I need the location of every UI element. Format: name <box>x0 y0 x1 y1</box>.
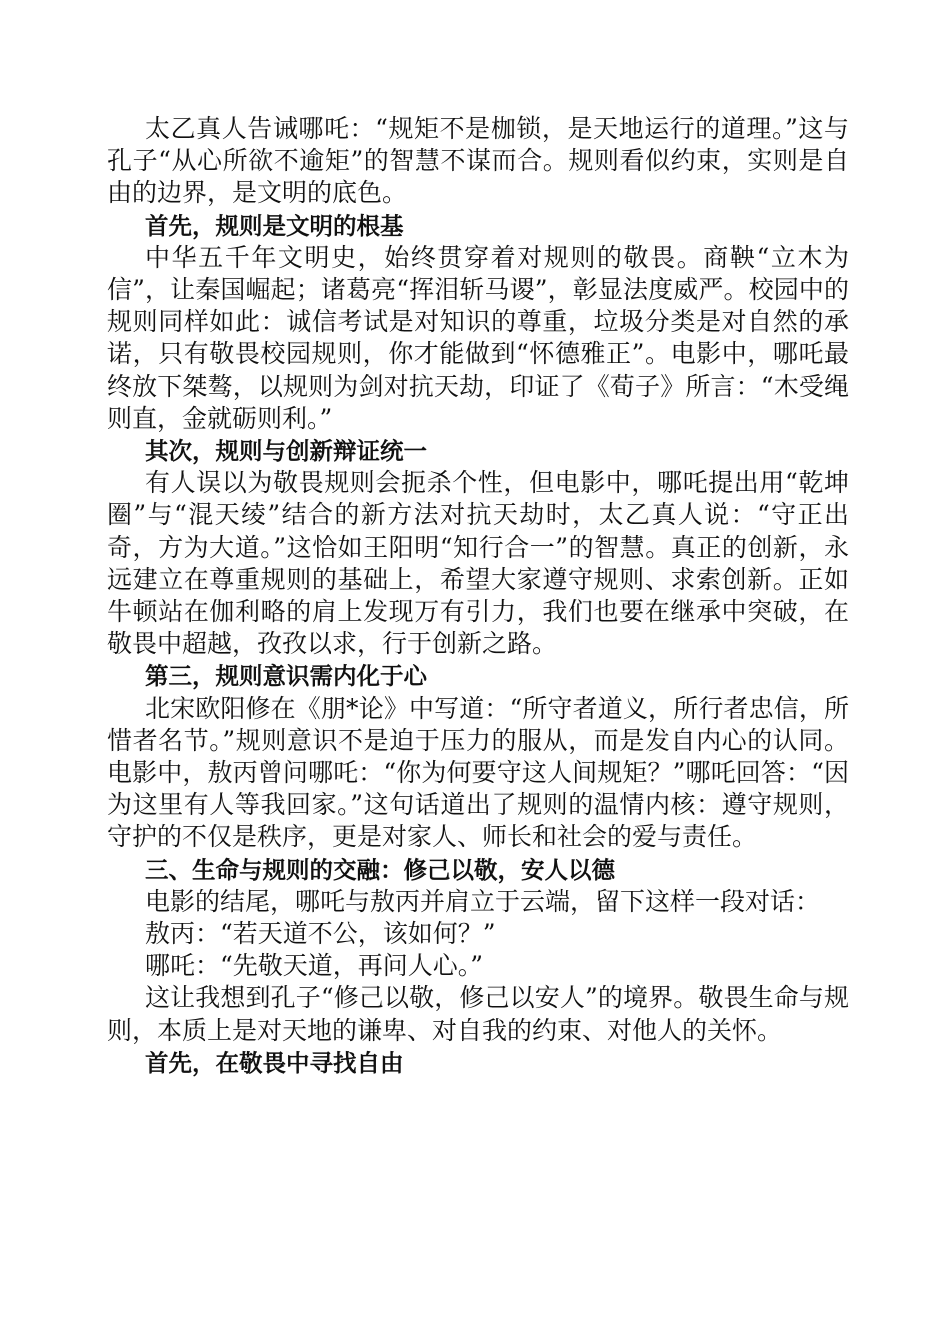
paragraph: 中华五千年文明史，始终贯穿着对规则的敬畏。商鞅“立木为信”，让秦国崛起；诸葛亮“挥泪斩马谡”，彰显法度威严。校园中的规则同样如此：诚信考试是对知识的尊重，垃圾分类是对自然的承诺，只有敬畏校园规则，你才能做到“怀德雅正”。电影中，哪吒最终放下桀骜，以规则为剑对抗天劫，印证了《荀子》所言：“木受绳则直，金就砺则利。” <box>107 242 849 433</box>
paragraph: 有人误以为敬畏规则会扼杀个性，但电影中，哪吒提出用“乾坤圈”与“混天绫”结合的新方法对抗天劫时，太乙真人说：“守正出奇，方为大道。”这恰如王阳明“知行合一”的智慧。真正的创新，永远建立在尊重规则的基础上，希望大家遵守规则、求索创新。正如牛顿站在伽利略的肩上发现万有引力，我们也要在继承中突破，在敬畏中超越，孜孜以求，行于创新之路。 <box>107 468 849 659</box>
dialogue-line: 敖丙：“若天道不公，该如何？” <box>145 919 496 949</box>
document-body <box>107 113 849 1079</box>
paragraph: 太乙真人告诫哪吒：“规矩不是枷锁，是天地运行的道理。”这与孔子“从心所欲不逾矩”的智慧不谋而合。规则看似约束，实则是自由的边界，是文明的底色。 <box>107 114 849 208</box>
dialogue-line: 哪吒：“先敬天道，再问人心。” <box>145 951 484 981</box>
section-heading: 三、生命与规则的交融：修己以敬，安人以德 <box>145 855 615 884</box>
section-heading: 其次，规则与创新辩证统一 <box>145 437 427 466</box>
paragraph: 北宋欧阳修在《朋*论》中写道：“所守者道义，所行者忠信，所惜者名节。”规则意识不是迫于压力的服从，而是发自内心的认同。电影中，敖丙曾问哪吒：“你为何要守这人间规矩？”哪吒回答：“因为这里有人等我回家。”这句话道出了规则的温情内核：遵守规则，守护的不仅是秩序，更是对家人、师长和社会的爱与责任。 <box>107 693 849 852</box>
section-heading: 第三，规则意识需内化于心 <box>145 662 427 691</box>
section-heading: 首先，规则是文明的根基 <box>145 211 404 240</box>
paragraph: 这让我想到孔子“修己以敬，修己以安人”的境界。敬畏生命与规则，本质上是对天地的谦卑、对自我的约束、对他人的关怀。 <box>107 983 849 1045</box>
section-heading: 首先，在敬畏中寻找自由 <box>145 1048 404 1077</box>
paragraph: 电影的结尾，哪吒与敖丙并肩立于云端，留下这样一段对话： <box>145 886 821 916</box>
